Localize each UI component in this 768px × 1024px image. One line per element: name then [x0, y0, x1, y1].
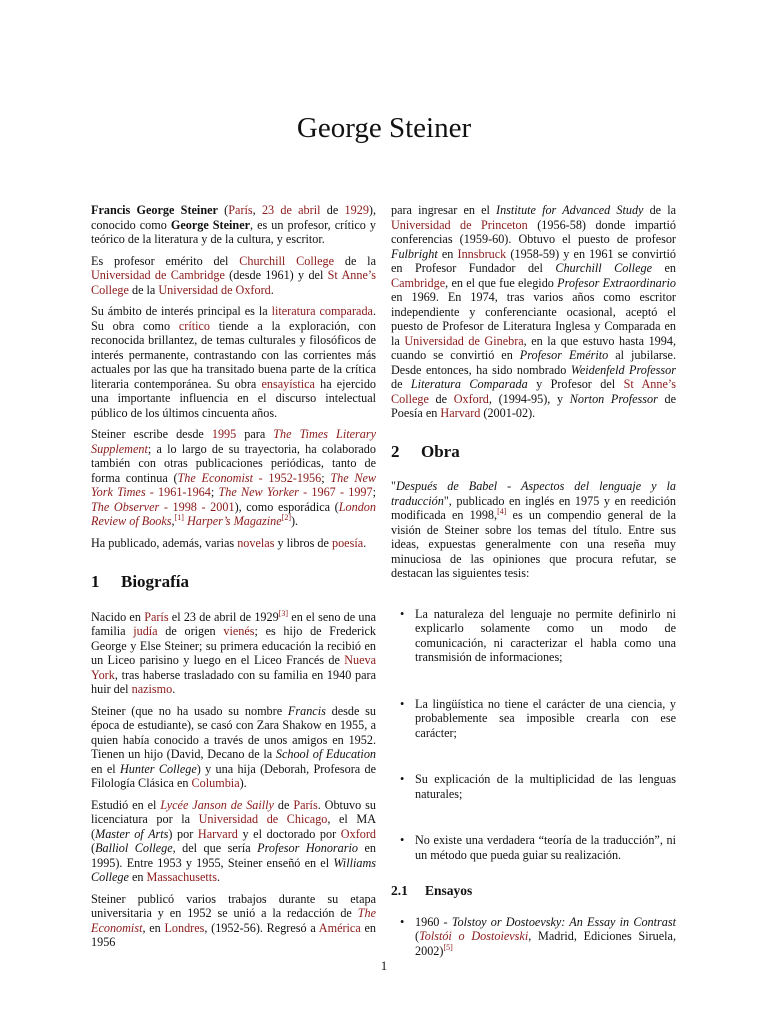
link-st-annes[interactable]: St Anne’s College	[391, 377, 676, 406]
text: .	[172, 682, 176, 696]
text: Lycée Janson de Sailly	[160, 797, 274, 812]
text: en el	[91, 761, 120, 776]
list-item	[391, 833, 676, 862]
link-churchill-college[interactable]: Churchill College	[239, 253, 335, 268]
text: , (1994-95), y	[488, 391, 570, 406]
text: ha ejercido una importante influencia en el discurso intelectual público de los últimos cincuenta años.	[91, 376, 377, 420]
left-column	[91, 203, 376, 957]
link-nueva-york[interactable]: Nueva York	[91, 653, 376, 682]
text: London Review of Books	[91, 499, 376, 528]
section-title: Ensayos	[425, 883, 473, 898]
text: , en el que fue elegido	[445, 275, 558, 290]
link-new-yorker[interactable]	[218, 485, 372, 499]
text: - 1952-1956	[252, 470, 322, 485]
link-poesia[interactable]: poesía	[331, 535, 364, 550]
link-innsbruck[interactable]: Innsbruck	[457, 246, 507, 261]
text: en	[437, 246, 458, 261]
text: .	[216, 870, 220, 884]
bio-paragraph-5	[391, 203, 676, 421]
text: en	[652, 261, 676, 275]
section-heading-biografia	[91, 572, 376, 591]
text: (1956-58) donde impartió conferencias (1959-60). Obtuvo el puesto de profesor	[391, 217, 677, 246]
link-critico[interactable]: crítico	[178, 318, 211, 333]
text: , en	[142, 920, 165, 935]
link-paris[interactable]: París	[293, 797, 318, 812]
link-columbia[interactable]: Columbia	[191, 776, 240, 790]
text: ), como esporádica (	[234, 499, 339, 514]
text: Profesor Honorario	[257, 841, 358, 855]
text: de origen	[157, 624, 224, 638]
text: (2001-02).	[480, 406, 536, 420]
text: Después de Babel - Aspectos del lenguaje y la traducción	[391, 479, 676, 508]
text: en el seno de una familia	[91, 609, 376, 638]
text: - 1961-1964	[145, 485, 211, 499]
list-item	[391, 607, 676, 665]
text: Su explicación de la multiplicidad de las lenguas naturales;	[415, 772, 676, 801]
text: No existe una verdadera “teoría de la traducción”, ni un método que pueda guiar su realización.	[415, 833, 676, 862]
text: para	[236, 427, 274, 441]
text: Norton Professor	[569, 391, 658, 406]
text: , el MA (	[91, 812, 376, 841]
link-lycee[interactable]	[160, 798, 274, 812]
text: ", publicado en inglés en 1975 y en reedición modificada en 1998,	[391, 493, 676, 522]
link-novelas[interactable]: novelas	[237, 535, 275, 550]
text: (	[415, 929, 420, 943]
text: Es profesor emérito del	[91, 253, 240, 268]
text: The Economist	[177, 470, 253, 485]
link-judia[interactable]: judía	[133, 624, 158, 638]
text: Weidenfeld Professor	[570, 362, 676, 377]
link-harvard[interactable]: Harvard	[197, 826, 238, 841]
text: Ha publicado, además, varias	[91, 535, 238, 550]
text: ,	[252, 203, 262, 217]
text: Profesor Extraordinario	[557, 275, 676, 290]
text: y el doctorado por	[237, 826, 341, 841]
subject-name: Francis George Steiner	[91, 203, 218, 217]
link-ensayistica[interactable]: ensayística	[261, 376, 315, 391]
text: Williams College	[91, 855, 376, 884]
text: . Su obra como	[91, 304, 376, 333]
text: de la	[334, 253, 376, 268]
bullet-icon: •	[400, 696, 405, 711]
text: "	[391, 479, 396, 493]
link-harvard[interactable]: Harvard	[440, 406, 481, 420]
text: Steiner (que no ha usado su nombre	[91, 703, 288, 718]
text: Tolstoy or Dostoevsky: An Essay in Contrast	[451, 914, 676, 929]
text: de la	[128, 282, 159, 297]
link-paris[interactable]: París	[144, 609, 169, 624]
link-cambridge[interactable]: Universidad de Cambridge	[91, 268, 225, 282]
text: (	[91, 841, 96, 855]
link-economist[interactable]	[178, 471, 322, 485]
text: , del que sería	[172, 841, 258, 855]
text: Churchill College	[555, 261, 652, 275]
citation-1[interactable]: [1]	[174, 512, 184, 522]
subject-name-short: George Steiner	[170, 217, 251, 232]
text: de	[273, 797, 294, 812]
text: (	[217, 203, 229, 217]
link-observer[interactable]	[91, 500, 235, 514]
link-oxford[interactable]: Oxford	[340, 826, 376, 841]
text: de	[320, 203, 345, 217]
link-princeton[interactable]: Universidad de Princeton	[391, 217, 528, 232]
text: Estudió en el	[91, 797, 161, 812]
link-massachusetts[interactable]: Massachusetts	[146, 870, 217, 884]
text: Master of Arts	[95, 826, 169, 841]
section-number: 1	[91, 572, 100, 591]
link-date[interactable]: 23 de abril	[261, 203, 321, 217]
section-heading-obra	[391, 441, 676, 461]
text: y libros de	[274, 535, 332, 550]
link-literatura-comparada[interactable]: literatura comparada	[271, 304, 373, 318]
text: Hunter College	[119, 761, 197, 776]
intro-paragraph-5	[91, 536, 376, 551]
text: The New Yorker	[218, 485, 299, 499]
text: ), conocido como	[91, 203, 377, 232]
page-title: George Steiner	[296, 112, 472, 144]
text: . Obtuvo su licenciatura por la	[91, 797, 376, 826]
text: de	[428, 391, 454, 406]
text: Literatura Comparada	[410, 377, 528, 391]
bullet-icon: •	[400, 772, 405, 786]
text: Tolstói o Dostoievski	[419, 929, 529, 943]
text: al jubilarse. Desde entonces, ha sido nombrado	[391, 348, 677, 377]
bio-paragraph-1	[91, 610, 376, 697]
text: el 23 de abril de 1929	[168, 609, 279, 624]
text: ;	[210, 485, 219, 499]
page-number: 1	[380, 959, 388, 973]
text: ).	[290, 514, 299, 528]
text: ; a lo largo de su trayectoria, ha colaborado también con otras publicaciones periódicas, tanto de forma continua (	[91, 441, 376, 485]
text: .	[363, 535, 367, 550]
text: ).	[239, 776, 247, 790]
link-londres[interactable]: Londres	[164, 920, 205, 935]
text: La naturaleza del lenguaje no permite definirlo ni explicarlo solamente como un modo de comunicación, ni caracterizar el habla como una transmisión de informaciones;	[415, 606, 676, 664]
text: en 1969. En 1974, tras varios años como escritor independiente y conferenciante ocasional, aceptó el puesto de Profesor de Literatura Inglesa y Comparada en la	[391, 290, 676, 348]
text: , Madrid, Ediciones Siruela, 2002)	[415, 929, 676, 958]
text: Profesor Emérito	[519, 348, 609, 362]
bio-paragraph-2	[91, 704, 376, 791]
text: Institute for Advanced Study	[496, 203, 644, 217]
text: - 1998 - 2001	[159, 499, 235, 514]
bio-paragraph-3	[91, 798, 376, 885]
text: , (1952-56). Regresó a	[204, 920, 319, 935]
text: Steiner publicó varios trabajos durante su etapa universitaria y en 1952 se unió a la redacción de	[91, 891, 376, 920]
link-tolstoi-dostoievski[interactable]	[419, 929, 528, 943]
text: en	[128, 870, 147, 884]
text: , es un profesor, crítico y teórico de la literatura y de la cultura, y escritor.	[91, 217, 376, 246]
intro-paragraph-1	[91, 203, 376, 247]
text: La lingüística no tiene el carácter de una ciencia, y probablemente sea imposible crearla con ese carácter;	[415, 696, 676, 740]
text: .	[270, 282, 274, 297]
text: The Economist	[91, 906, 376, 935]
text: Francis	[287, 703, 326, 718]
text: The Times Literary Supplement	[91, 427, 376, 456]
link-1995[interactable]: 1995	[211, 427, 237, 441]
intro-paragraph-4	[91, 427, 376, 529]
text: en 1995). Entre 1953 y 1955, Steiner enseñó en el	[91, 841, 376, 870]
text: de	[391, 377, 411, 391]
text: para ingresar en el	[391, 203, 497, 217]
link-chicago[interactable]: Universidad de Chicago	[198, 812, 328, 826]
link-harpers[interactable]	[187, 514, 282, 528]
obra-paragraph-1	[391, 479, 676, 581]
list-item	[391, 915, 676, 959]
text: , tras haberse trasladado con su familia en 1940 para huir del	[91, 667, 376, 696]
text: , en la que estuvo hasta 1994, cuando se convirtió en	[391, 333, 676, 362]
text: ; es hijo de Frederick George y Else Steiner; su primera educación la recibió en un Liceo parisino y luego en el Liceo Francés de	[91, 624, 376, 667]
text: en 1956	[91, 920, 376, 949]
text: de Poesía en	[391, 391, 676, 420]
text: The Observer	[91, 499, 160, 514]
citation-5[interactable]: [5]	[443, 942, 453, 952]
link-oxford-university[interactable]: Universidad de Oxford	[158, 282, 271, 297]
link-oxford[interactable]: Oxford	[453, 391, 489, 406]
link-nazismo[interactable]: nazismo	[131, 682, 173, 696]
text: 1960 -	[415, 914, 452, 929]
link-ginebra[interactable]: Universidad de Ginebra	[404, 333, 524, 348]
text: Su ámbito de interés principal es la	[91, 304, 272, 318]
bullet-icon: •	[400, 606, 405, 621]
text: - 1967 - 1997	[298, 485, 373, 499]
bio-paragraph-4	[91, 892, 376, 950]
bullet-icon: •	[400, 914, 405, 929]
right-column	[391, 203, 676, 958]
text: Nacido en	[91, 609, 145, 624]
citation-2[interactable]: [2]	[281, 512, 291, 522]
text: ,	[171, 514, 175, 528]
thesis-list	[391, 607, 676, 863]
text: desde su época de estudiante), se casó con Zara Shakow en 1955, a quien había conocido a través de unos amigos en 1952. Tienen un hijo (David, Decano de la	[91, 703, 376, 761]
section-number: 2.1	[391, 883, 408, 898]
text: ) y una hija (Deborah, Profesora de Filología Clásica en	[91, 761, 376, 790]
text: y Profesor del	[527, 377, 624, 391]
text: Harper’s Magazine	[186, 514, 282, 528]
link-paris[interactable]: París	[228, 203, 253, 217]
text: de la	[643, 203, 676, 217]
text: tiende a la exploración, con reconocida brillantez, de temas culturales y filosóficos de interés permanente, contrastando con las corrientes más actuales por las que ha transitado buena parte de la crítica literaria contemporánea. Su obra	[91, 318, 376, 391]
list-item	[391, 772, 676, 801]
intro-paragraph-3	[91, 304, 376, 420]
link-st-annes[interactable]: St Anne’s College	[91, 268, 376, 297]
bullet-icon: •	[400, 833, 405, 847]
text: ;	[321, 470, 331, 485]
text: ) por	[168, 826, 198, 841]
text: Fulbright	[391, 246, 438, 261]
link-america[interactable]: América	[318, 920, 361, 935]
intro-paragraph-2	[91, 254, 376, 298]
text: School of Education	[275, 747, 377, 761]
text: The New York Times	[91, 470, 376, 499]
section-number: 2	[391, 441, 400, 461]
list-item	[391, 697, 676, 741]
text: es un compendio general de la visión de Steiner sobre los temas del título. Entre sus ideas, expuestas generalmente con una reseña muy minuciosa de las opiniones que procura refutar, se destacan las siguientes tesis:	[391, 508, 676, 580]
section-title: Obra	[421, 441, 460, 461]
text: (desde 1961) y del	[224, 268, 328, 282]
link-cambridge[interactable]: Cambridge	[391, 275, 446, 290]
subsection-heading-ensayos	[391, 884, 676, 899]
text: Steiner escribe desde	[91, 427, 212, 441]
text: Balliol College	[95, 841, 173, 855]
text: ;	[372, 485, 377, 499]
section-title: Biografía	[121, 572, 189, 591]
link-viena[interactable]: vienés	[223, 624, 255, 638]
essays-list	[391, 915, 676, 959]
text: (1958-59) y en 1961 se convirtió en Profesor Fundador del	[391, 246, 676, 275]
citation-4[interactable]: [4]	[497, 506, 507, 516]
citation-3[interactable]: [3]	[278, 608, 289, 618]
link-year[interactable]: 1929	[344, 203, 369, 217]
